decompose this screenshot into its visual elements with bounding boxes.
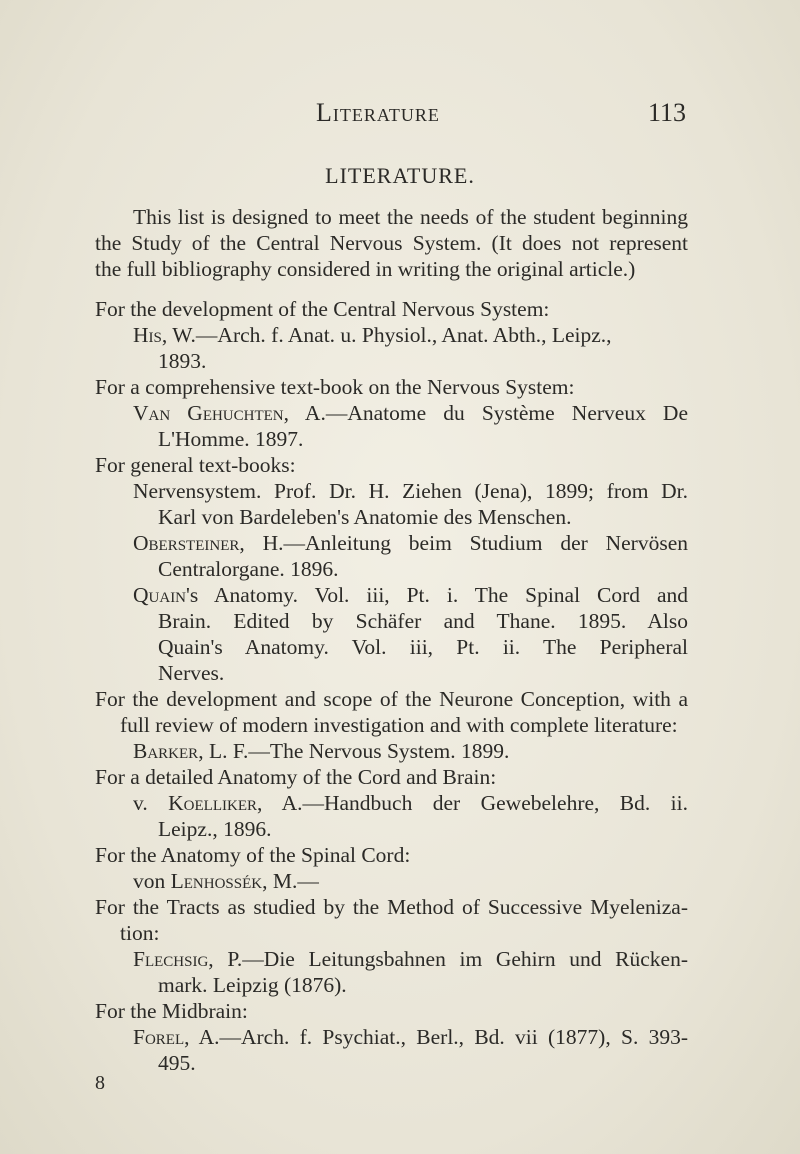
reference: von Lenhossék, M.— (133, 869, 319, 893)
running-head (0, 98, 800, 138)
topic-heading: For the Anatomy of the Spinal Cord: (95, 843, 411, 867)
reference-continued: 495. (158, 1051, 196, 1075)
author-name: Lenhossék (170, 869, 263, 893)
topic-heading: For the Midbrain: (95, 999, 248, 1023)
reference-continued: L'Homme. 1897. (158, 427, 304, 451)
topic-heading-continued: full review of modern investigation and with complete literature: (120, 713, 678, 737)
intro-line: the Study of the Central Nervous System. (It does not represent (95, 231, 688, 255)
page-number: 113 (648, 98, 687, 127)
reference-continued: 1893. (158, 349, 207, 373)
reference: Obersteiner, H.—Anleitung beim Studium der Nervösen (133, 531, 688, 555)
reference: v. Koelliker, A.—Handbuch der Gewebelehre, Bd. ii. (133, 791, 688, 815)
intro-line: This list is designed to meet the needs of the student beginning (133, 205, 688, 229)
reference-continued: Nerves. (158, 661, 225, 685)
author-name: Quain (133, 583, 187, 607)
reference-continued: Leipz., 1896. (158, 817, 272, 841)
reference: Quain's Anatomy. Vol. iii, Pt. i. The Spinal Cord and (133, 583, 688, 607)
author-name: Forel (133, 1025, 185, 1049)
reference: Barker, L. F.—The Nervous System. 1899. (133, 739, 510, 763)
running-head-title: Literature (316, 98, 440, 127)
author-name: Koelliker (168, 791, 257, 815)
reference: Flechsig, P.—Die Leitungsbahnen im Gehirn und Rücken- (133, 947, 688, 971)
intro-line: the full bibliography considered in writing the original article.) (95, 257, 636, 281)
author-name: Van Gehuchten (133, 401, 284, 425)
topic-heading-continued: tion: (120, 921, 160, 945)
reference-continued: mark. Leipzig (1876). (158, 973, 347, 997)
reference: Van Gehuchten, A.—Anatome du Système Nerveux De (133, 401, 688, 425)
topic-heading: For a detailed Anatomy of the Cord and Brain: (95, 765, 497, 789)
reference-continued: Brain. Edited by Schäfer and Thane. 1895. Also (158, 609, 688, 633)
reference-continued: Karl von Bardeleben's Anatomie des Menschen. (158, 505, 572, 529)
topic-heading: For the Tracts as studied by the Method of Successive Myeleniza- (95, 895, 688, 919)
author-name: Flechsig (133, 947, 209, 971)
author-name: Obersteiner (133, 531, 240, 555)
reference: His, W.—Arch. f. Anat. u. Physiol., Anat. Abth., Leipz., (133, 323, 612, 347)
reference: Forel, A.—Arch. f. Psychiat., Berl., Bd. vii (1877), S. 393- (133, 1025, 688, 1049)
topic-heading: For the development and scope of the Neurone Conception, with a (95, 687, 688, 711)
signature-mark: 8 (95, 1072, 105, 1094)
author-name: Barker (133, 739, 199, 763)
author-name: His (133, 323, 162, 347)
topic-heading: For the development of the Central Nervous System: (95, 297, 550, 321)
topic-heading: For general text-books: (95, 453, 296, 477)
topic-heading: For a comprehensive text-book on the Nervous System: (95, 375, 575, 399)
reference: Nervensystem. Prof. Dr. H. Ziehen (Jena), 1899; from Dr. (133, 479, 688, 503)
reference-continued: Quain's Anatomy. Vol. iii, Pt. ii. The Peripheral (158, 635, 688, 659)
reference-continued: Centralorgane. 1896. (158, 557, 339, 581)
page-title: LITERATURE. (325, 163, 475, 188)
